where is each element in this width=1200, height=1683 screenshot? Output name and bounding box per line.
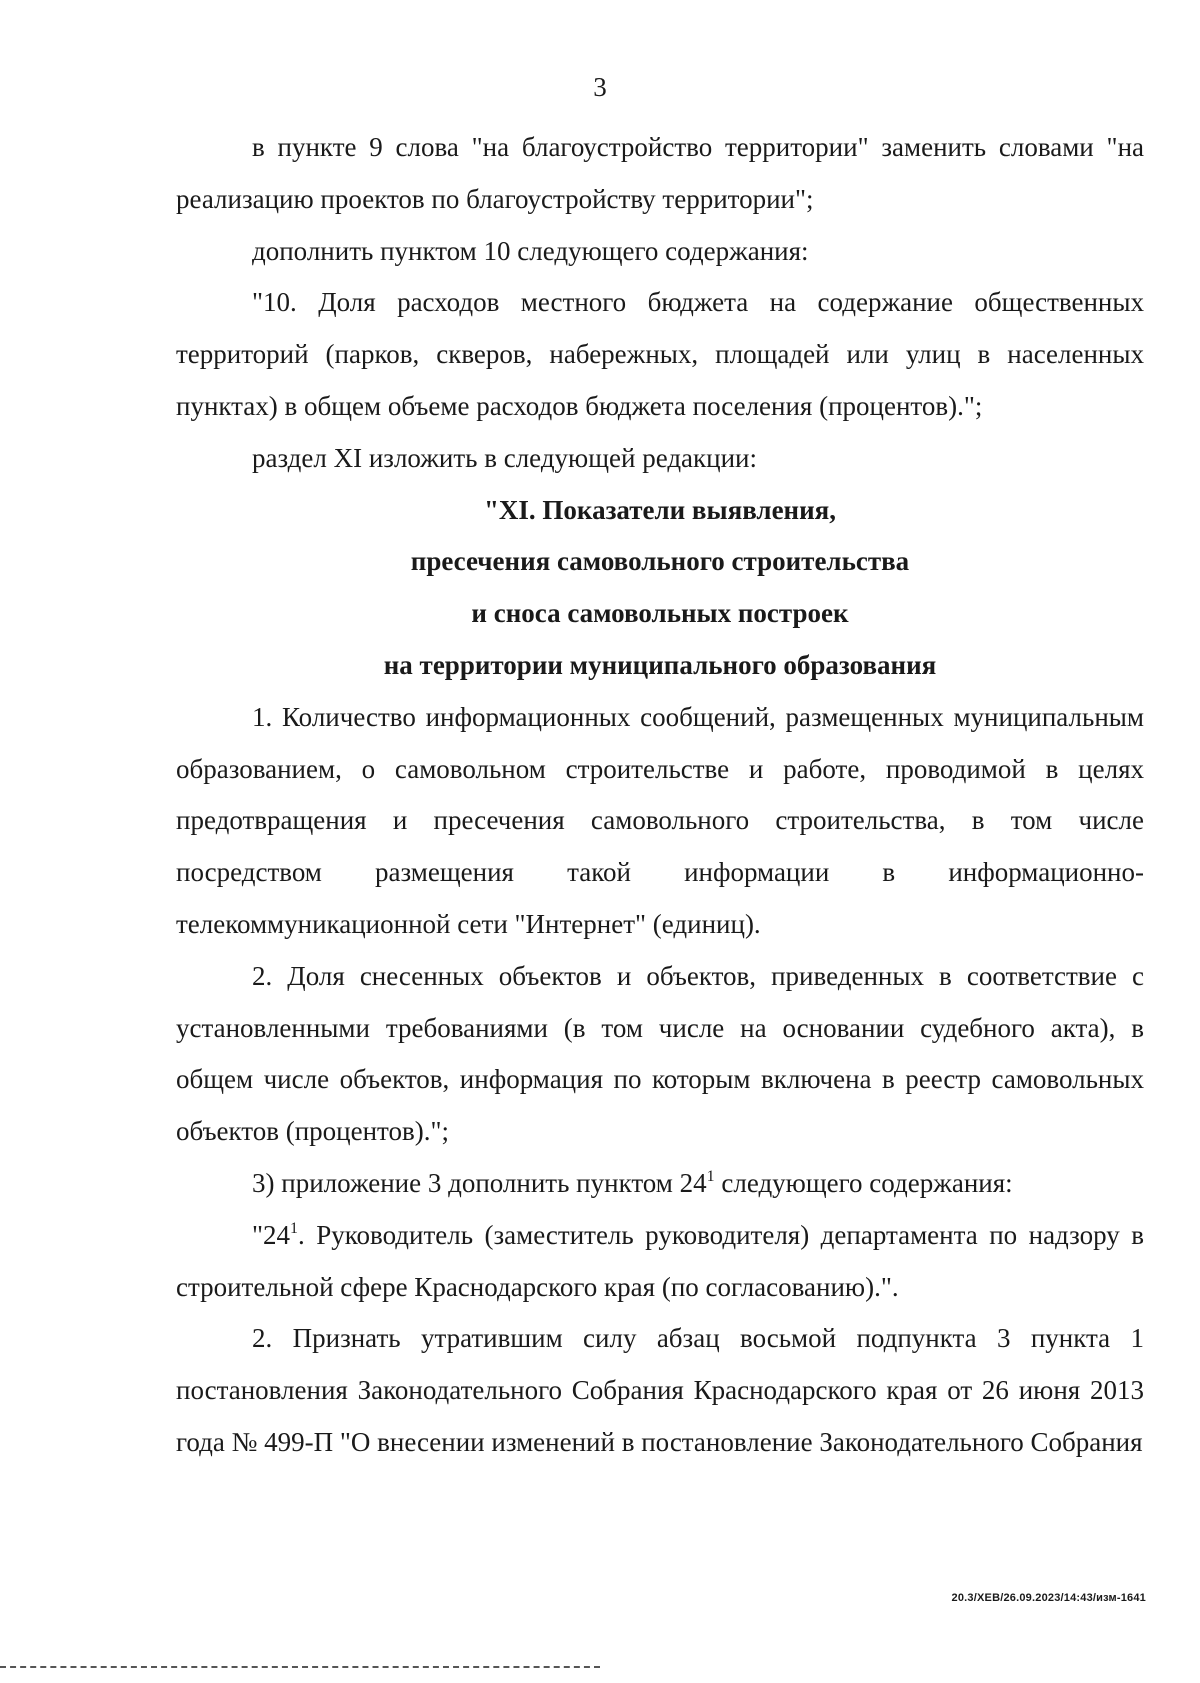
paragraph-appendix-3 [176,1158,1144,1210]
section-heading-line-4: на территории муниципального образования [383,649,937,680]
paragraph-section-xi-intro: раздел XI изложить в следующей редакции: [252,442,758,473]
superscript-1: 1 [706,1167,715,1185]
paragraph-item-9-amendment: в пункте 9 слова "на благоустройство территории" заменить словами "на реализацию проектов по благоустройству территории"; [176,132,1144,214]
paragraph-item-24-1-after: . Руководитель (заместитель руководителя) департамента по надзору в строительной сфере Краснодарского края (по согласованию).". [176,1219,1144,1302]
paragraph-item-10-text: "10. Доля расходов местного бюджета на содержание общественных территорий (парков, скверов, набережных, площадей или улиц в населенных пунктах) в общем объеме расходов бюджета поселения (процентов)."; [176,287,1144,421]
scan-edge-divider [0,1666,600,1668]
document-registration-code: 20.3/ХЕВ/26.09.2023/14:43/изм-1641 [951,1592,1146,1604]
paragraph-indicator-1: 1. Количество информационных сообщений, размещенных муниципальным образованием, о самовольном строительстве и работе, проводимой в целях предотвращения и пресечения самовольного строительства, в том числе посредством размещения такой информации в информационно-телекоммуникационной сети "Интернет" (единиц). [176,701,1144,939]
document-body [176,122,1144,1469]
paragraph-repeal: 2. Признать утратившим силу абзац восьмой подпункта 3 пункта 1 постановления Законодательного Собрания Краснодарского края от 26 июня 2013 года № 499-П "О внесении изменений в постановление Законодательного Собрания [176,1323,1144,1457]
paragraph-appendix-3-before: 3) приложение 3 дополнить пунктом 24 [252,1167,707,1198]
paragraph-appendix-3-after: следующего содержания: [714,1167,1013,1198]
page-number: 3 [593,72,607,102]
paragraph-add-item-10: дополнить пунктом 10 следующего содержания: [252,235,809,266]
section-heading-line-2: пресечения самовольного строительства [410,546,910,577]
paragraph-item-24-1 [176,1210,1144,1314]
paragraph-item-24-1-before: "24 [252,1219,291,1250]
superscript-1: 1 [290,1219,299,1237]
section-heading-line-3: и сноса самовольных построек [471,598,849,629]
paragraph-indicator-2: 2. Доля снесенных объектов и объектов, приведенных в соответствие с установленными требованиями (в том числе на основании судебного акта), в общем числе объектов, информация по которым включена в реестр самовольных объектов (процентов)."; [176,960,1144,1147]
section-heading-line-1: "XI. Показатели выявления, [483,494,837,525]
